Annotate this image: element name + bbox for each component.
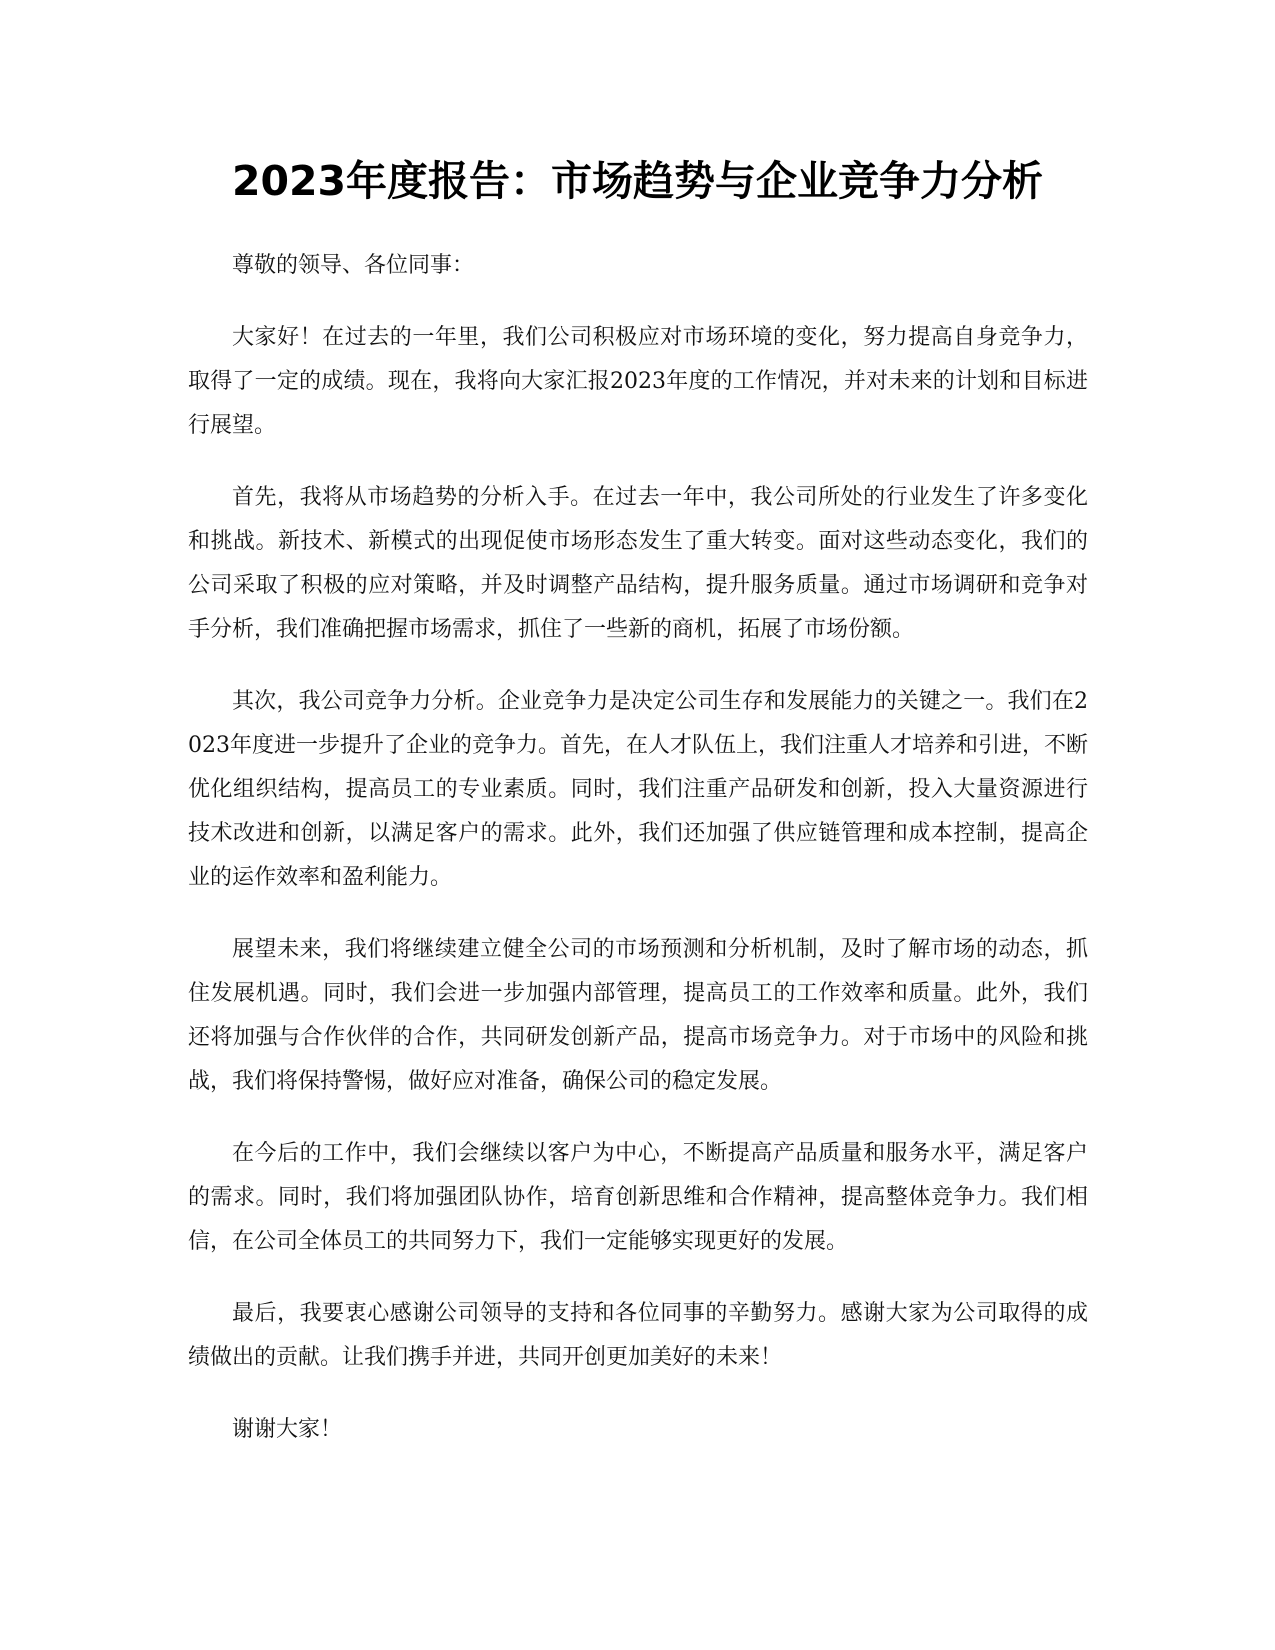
outlook-paragraph: 展望未来，我们将继续建立健全公司的市场预测和分析机制，及时了解市场的动态，抓住发展机遇。同时，我们会进一步加强内部管理，提高员工的工作效率和质量。此外，我们还将加强与合作伙伴的合作，共同研发创新产品，提高市场竞争力。对于市场中的风险和挑战，我们将保持警惕，做好应对准备，确保公司的稳定发展。 bbox=[188, 937, 1088, 1094]
thanks-paragraph: 最后，我要衷心感谢公司领导的支持和各位同事的辛勤努力。感谢大家为公司取得的成绩做出的贡献。让我们携手并进，共同开创更加美好的未来！ bbox=[188, 1301, 1088, 1370]
opening-paragraph: 大家好！在过去的一年里，我们公司积极应对市场环境的变化，努力提高自身竞争力，取得了一定的成绩。现在，我将向大家汇报2023年度的工作情况，并对未来的计划和目标进行展望。 bbox=[188, 325, 1088, 438]
market-trend-paragraph: 首先，我将从市场趋势的分析入手。在过去一年中，我公司所处的行业发生了许多变化和挑战。新技术、新模式的出现促使市场形态发生了重大转变。面对这些动态变化，我们的公司采取了积极的应对策略，并及时调整产品结构，提升服务质量。通过市场调研和竞争对手分析，我们准确把握市场需求，抓住了一些新的商机，拓展了市场份额。 bbox=[188, 485, 1088, 642]
competitiveness-paragraph: 其次，我公司竞争力分析。企业竞争力是决定公司生存和发展能力的关键之一。我们在2023年度进一步提升了企业的竞争力。首先，在人才队伍上，我们注重人才培养和引进，不断优化组织结构，提高员工的专业素质。同时，我们注重产品研发和创新，投入大量资源进行技术改进和创新，以满足客户的需求。此外，我们还加强了供应链管理和成本控制，提高企业的运作效率和盈利能力。 bbox=[188, 689, 1088, 890]
closing-paragraph: 谢谢大家！ bbox=[232, 1417, 343, 1442]
future-work-paragraph: 在今后的工作中，我们会继续以客户为中心，不断提高产品质量和服务水平，满足客户的需求。同时，我们将加强团队协作，培育创新思维和合作精神，提高整体竞争力。我们相信，在公司全体员工的共同努力下，我们一定能够实现更好的发展。 bbox=[188, 1141, 1088, 1254]
document-body bbox=[188, 244, 1088, 1480]
salutation-paragraph: 尊敬的领导、各位同事： bbox=[232, 253, 475, 278]
document-title: 2023年度报告：市场趋势与企业竞争力分析 bbox=[231, 157, 1044, 205]
